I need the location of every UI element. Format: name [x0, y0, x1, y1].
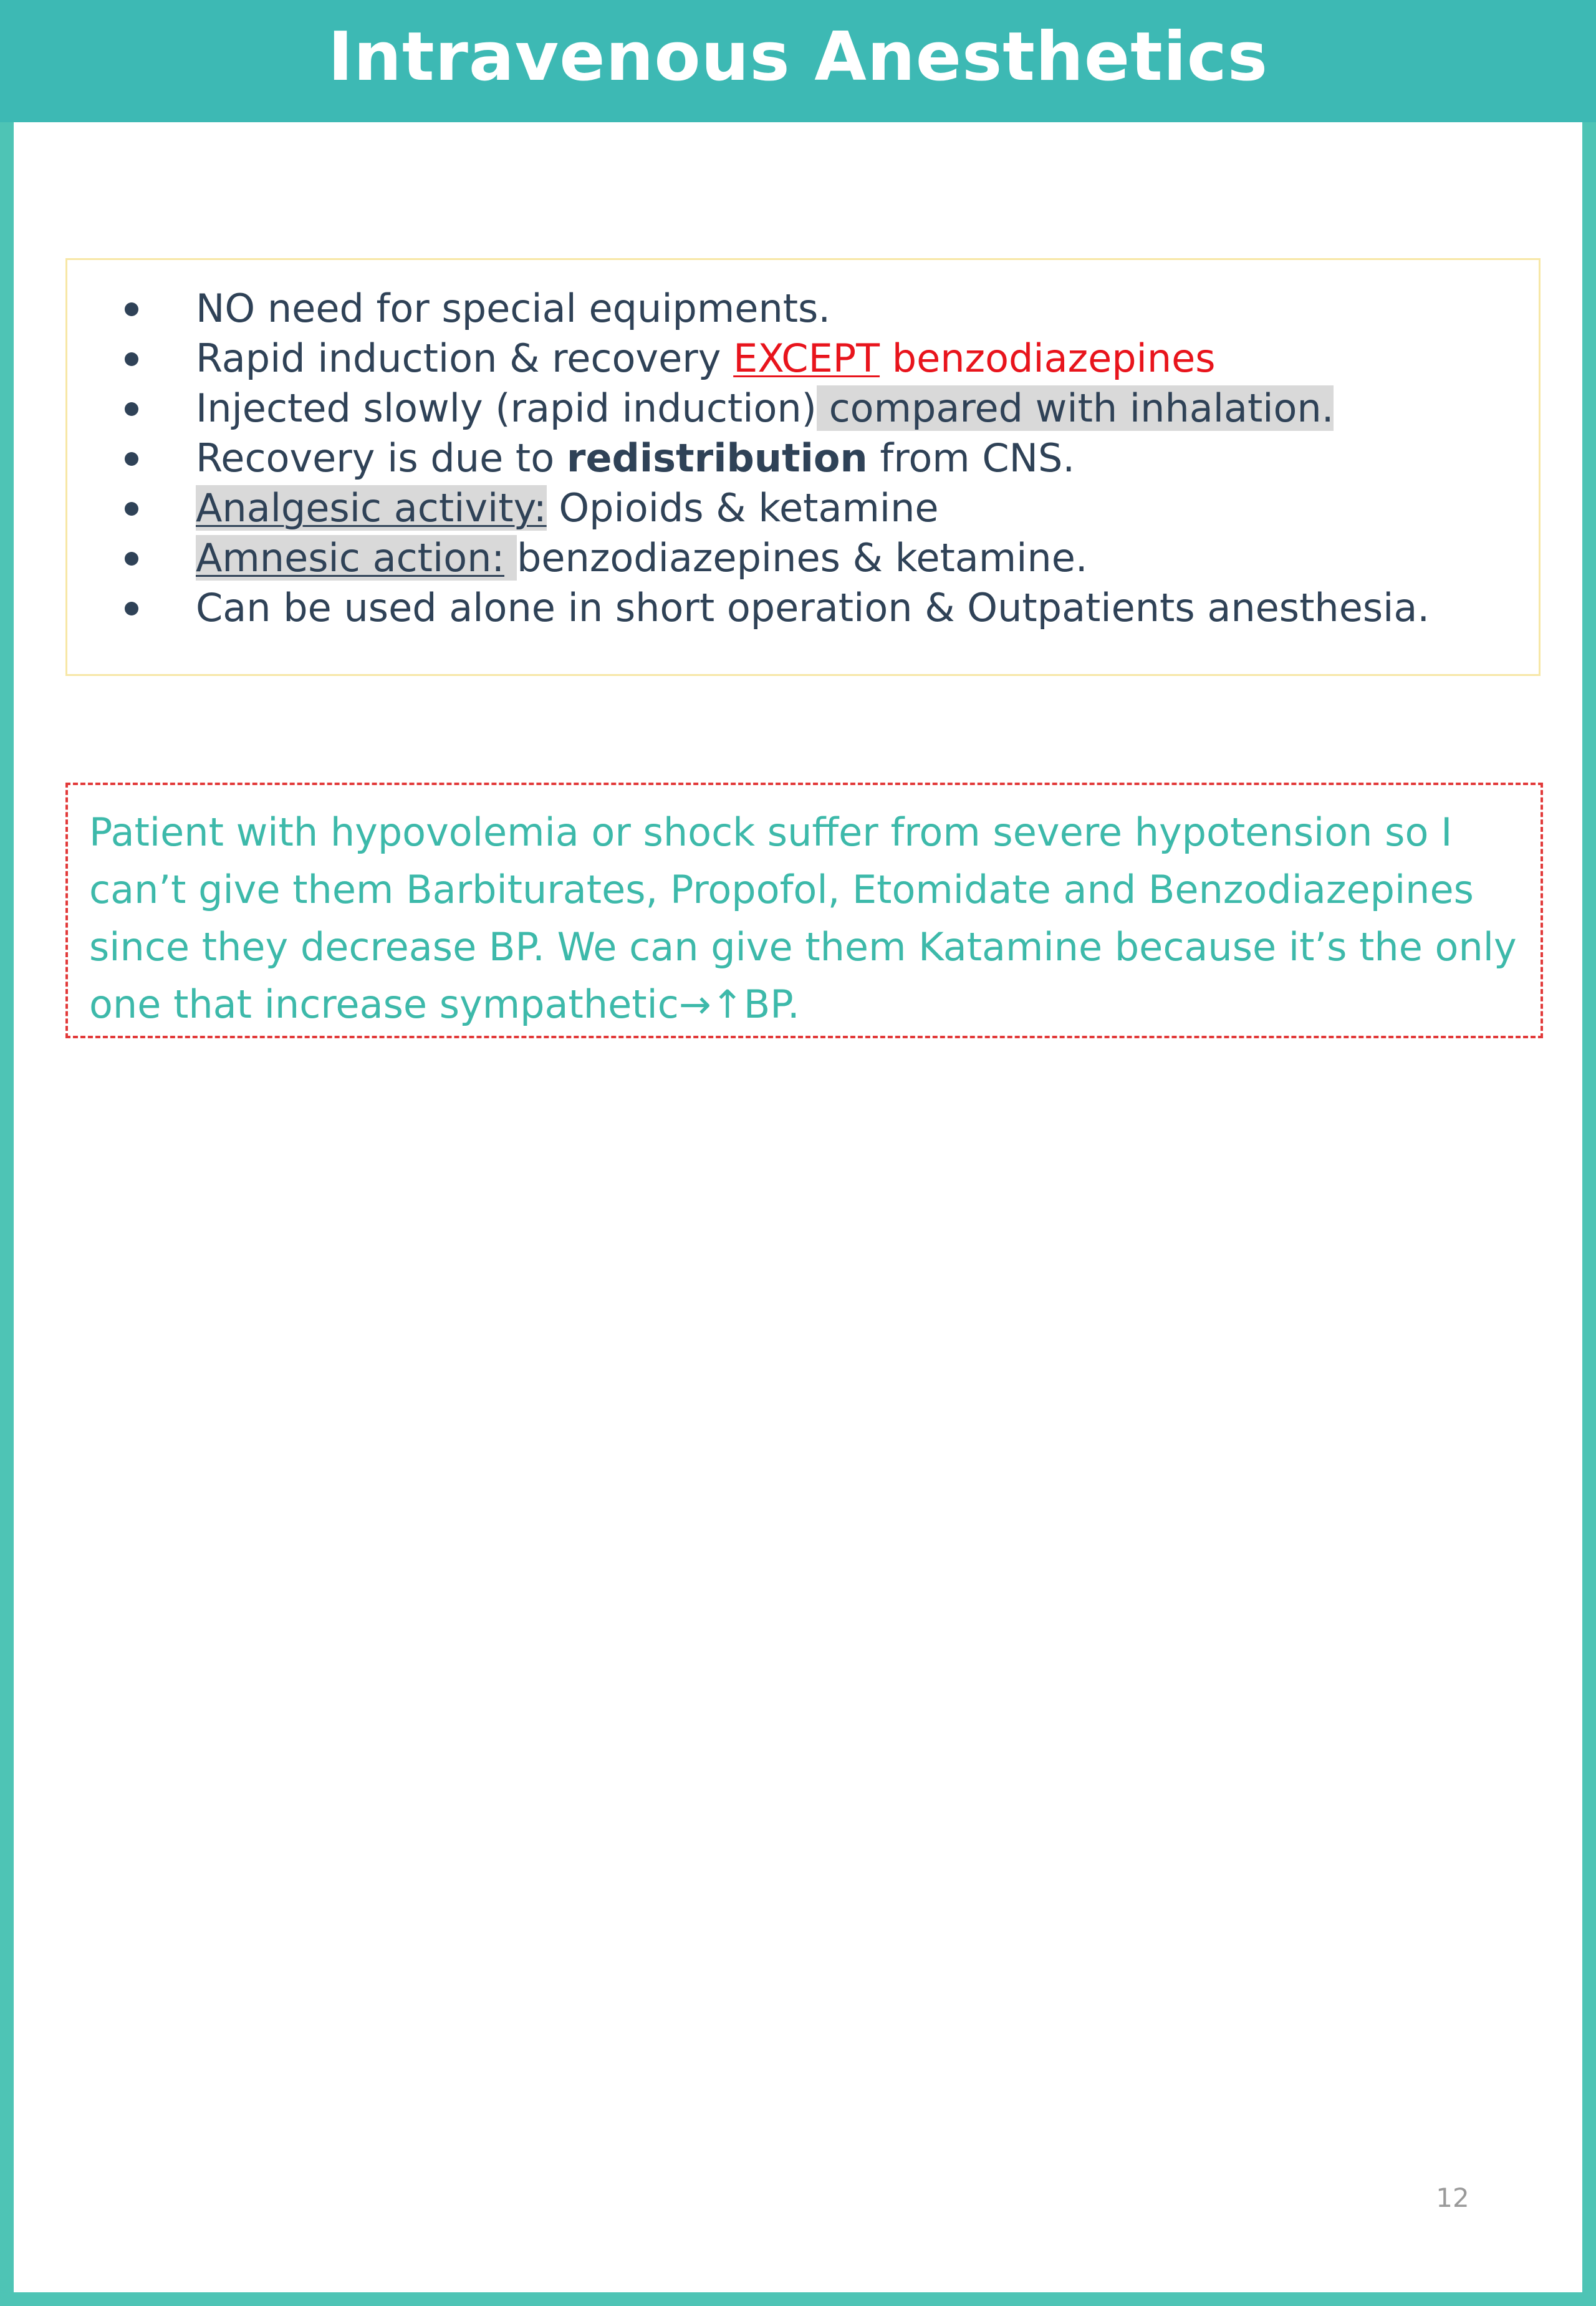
- bullet-icon: [125, 302, 138, 316]
- bullet-icon: [125, 402, 138, 416]
- list-item: [67, 433, 1539, 483]
- key-points-box: [65, 258, 1541, 676]
- bullet-text: Opioids & ketamine: [546, 485, 939, 531]
- bullet-text: benzodiazepines & ketamine.: [517, 535, 1088, 581]
- exception-text: benzodiazepines: [880, 335, 1216, 381]
- except-emphasis: EXCEPT: [733, 335, 880, 381]
- page-number: 12: [1436, 2183, 1469, 2213]
- bullet-text: Can be used alone in short operation & Outpatients anesthesia.: [196, 585, 1430, 630]
- bullet-icon: [125, 352, 138, 366]
- header-bar: [0, 0, 1596, 122]
- bullet-label: Analgesic activity:: [196, 485, 547, 531]
- key-points-list: [67, 284, 1539, 633]
- bullet-label: Amnesic action:: [196, 535, 505, 581]
- page-title: Intravenous Anesthetics: [327, 17, 1269, 96]
- list-item: [67, 284, 1539, 334]
- list-item: [67, 483, 1539, 533]
- clinical-note-text: Patient with hypovolemia or shock suffer from severe hypotension so I can’t give them Barbiturates, Propofol, Etomidate and Benzodiazepines since they decrease BP. We can give them Katamine because it’s the only one that increase sympathetic→↑BP.: [89, 809, 1517, 1027]
- bullet-text-end: from CNS.: [867, 435, 1075, 481]
- clinical-note-box: [65, 783, 1543, 1038]
- bullet-text: Injected slowly (rapid induction): [196, 385, 817, 431]
- bullet-text: NO need for special equipments.: [196, 286, 831, 331]
- bullet-text: Rapid induction & recovery: [196, 335, 734, 381]
- list-item: [67, 334, 1539, 384]
- bullet-icon: [125, 452, 138, 466]
- highlighted-text: compared with inhalation.: [816, 385, 1334, 431]
- list-item: [67, 533, 1539, 583]
- list-item: [67, 583, 1539, 633]
- bullet-icon: [125, 502, 138, 516]
- label-gap: [504, 535, 517, 581]
- bullet-text: Recovery is due to: [196, 435, 567, 481]
- list-item: [67, 384, 1539, 433]
- bold-term: redistribution: [566, 435, 868, 481]
- bullet-icon: [125, 552, 138, 566]
- bullet-icon: [125, 602, 138, 615]
